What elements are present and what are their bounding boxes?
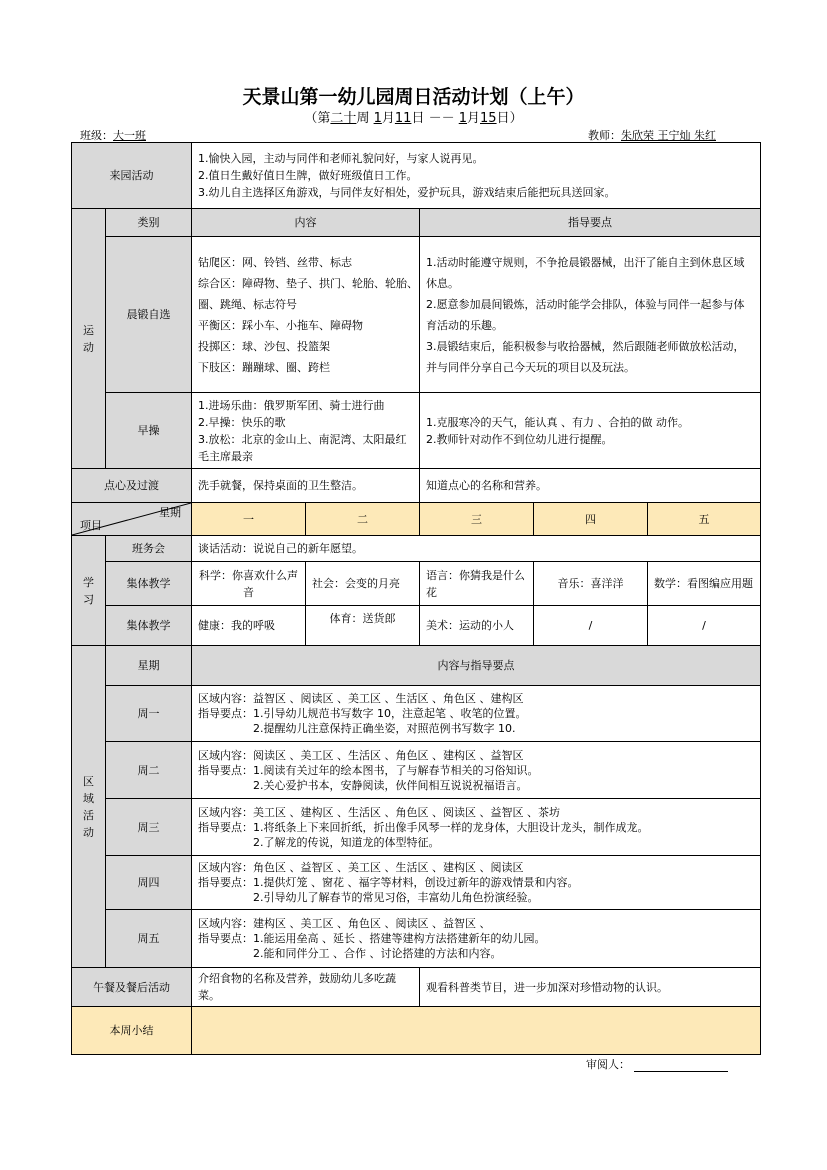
sport-label <box>72 209 106 469</box>
area-day-content <box>192 686 761 742</box>
area-label-text: 区域活动 <box>83 774 94 839</box>
exercise-guide-line: 1.克服寒冷的天气，能认真 、有力 、合拍的做 动作。 <box>426 415 689 429</box>
reviewer-label: 审阅人： <box>586 1058 630 1071</box>
group1-fri: 数学：看图编应用题 <box>648 562 761 606</box>
exercise-label: 早操 <box>106 393 192 469</box>
area-day-row <box>72 742 761 799</box>
teacher-info <box>588 127 716 143</box>
area-line: 2.了解龙的传说，知道龙的体型特征。 <box>198 835 440 849</box>
arrival-content <box>192 143 761 209</box>
sport-col-type: 类别 <box>106 209 192 237</box>
area-day-content <box>192 910 761 968</box>
lunch-label: 午餐及餐后活动 <box>72 968 192 1007</box>
class-meeting-content: 谈话活动：说说自己的新年愿望。 <box>192 536 761 562</box>
area-line: 指导要点：1.能运用垒高 、延长 、搭建等建构方法搭建新年的幼儿园。 <box>198 932 546 945</box>
group2-fri: / <box>648 606 761 646</box>
morning-content-line: 下肢区：蹦蹦球、圈、跨栏 <box>198 360 330 374</box>
weekday-thu: 四 <box>534 503 648 536</box>
summary-content[interactable] <box>192 1007 761 1055</box>
morning-guide-line: 1.活动时能遵守规则，不争抢晨锻器械，出汗了能自主到休息区域休息。 <box>426 255 745 290</box>
reviewer-signature <box>586 1056 728 1072</box>
group1-wed: 语言：你猜我是什么花 <box>420 562 534 606</box>
morning-guide <box>420 237 761 393</box>
start-day: 11 <box>394 111 412 126</box>
group2-mon: 健康：我的呼吸 <box>192 606 306 646</box>
corner-week-label: 星期 <box>159 506 181 519</box>
area-line: 2.关心爱护书本，安静阅读，伙伴间相互说说祝福语言。 <box>198 778 528 792</box>
snack-content: 洗手就餐，保持桌面的卫生整洁。 <box>192 469 420 503</box>
morning-label: 晨锻自选 <box>106 237 192 393</box>
group1-label: 集体教学 <box>106 562 192 606</box>
exercise-row <box>72 393 761 469</box>
area-line: 区域内容：阅读区 、美工区 、生活区 、角色区 、建构区 、益智区 <box>198 748 524 762</box>
group-teaching-row-2 <box>72 606 761 646</box>
class-info <box>80 127 185 143</box>
morning-content-line: 平衡区：踩小车、小拖车、障碍物 <box>198 318 363 332</box>
snack-label: 点心及过渡 <box>72 469 192 503</box>
area-day-label: 周五 <box>106 910 192 968</box>
lunch-guide: 观看科普类节目，进一步加深对珍惜动物的认识。 <box>420 968 761 1007</box>
area-day-row <box>72 910 761 968</box>
lunch-row <box>72 968 761 1007</box>
area-col-week: 星期 <box>106 646 192 686</box>
weekday-fri: 五 <box>648 503 761 536</box>
group2-thu: / <box>534 606 648 646</box>
teacher-label: 教师： <box>588 129 621 142</box>
arrival-line: 2.值日生戴好值日生牌，做好班级值日工作。 <box>198 169 418 182</box>
group2-wed: 美术：运动的小人 <box>420 606 534 646</box>
weekday-wed: 三 <box>420 503 534 536</box>
sport-col-content: 内容 <box>192 209 420 237</box>
start-month-label: 月 <box>381 111 395 126</box>
weekday-mon: 一 <box>192 503 306 536</box>
weekday-header-row <box>72 503 761 536</box>
summary-label: 本周小结 <box>72 1007 192 1055</box>
area-day-row <box>72 799 761 856</box>
lunch-content: 介绍食物的名称及营养，鼓励幼儿多吃蔬菜。 <box>192 968 420 1007</box>
area-day-label: 周四 <box>106 856 192 910</box>
morning-content-line: 综合区：障碍物、垫子、拱门、轮胎、轮胎、 <box>198 276 418 290</box>
morning-guide-line: 3.晨锻结束后，能积极参与收拾器械，然后跟随老师做放松活动，并与同伴分享自己今天玩的项目以及玩法。 <box>426 339 745 374</box>
area-line: 指导要点：1.提供灯笼 、窗花 、福字等材料，创设过新年的游戏情景和内容。 <box>198 876 579 889</box>
end-month-label: 月 <box>467 111 481 126</box>
exercise-content-line: 3.放松：北京的金山上、南泥湾、太阳最红毛主席最亲 <box>198 432 407 463</box>
exercise-content <box>192 393 420 469</box>
morning-row <box>72 237 761 393</box>
reviewer-blank[interactable] <box>634 1060 728 1072</box>
area-day-label: 周一 <box>106 686 192 742</box>
area-day-label: 周三 <box>106 799 192 856</box>
area-day-content <box>192 742 761 799</box>
sport-label-text: 运动 <box>83 323 94 354</box>
sub-open: （第 <box>304 111 331 126</box>
area-line: 区域内容：益智区 、阅读区 、美工区 、生活区 、角色区 、建构区 <box>198 692 524 705</box>
summary-row <box>72 1007 761 1055</box>
area-day-content <box>192 856 761 910</box>
area-line: 区域内容：美工区 、建构区 、生活区 、角色区 、阅读区 、益智区 、茶坊 <box>198 805 560 819</box>
area-line: 区域内容：建构区 、美工区 、角色区 、阅读区 、益智区 、 <box>198 917 491 930</box>
area-day-row <box>72 856 761 910</box>
study-label-text: 学习 <box>83 575 94 606</box>
end-month: 1 <box>458 111 467 126</box>
morning-content-line: 钻爬区：网、铃铛、丝带、标志 <box>198 255 352 269</box>
area-day-row <box>72 686 761 742</box>
class-label: 班级： <box>80 129 113 142</box>
exercise-guide <box>420 393 761 469</box>
area-line: 指导要点：1.将纸条上下来回折纸，折出像手风琴一样的龙身体，大胆设计龙头，制作成龙。 <box>198 820 649 834</box>
morning-content <box>192 237 420 393</box>
area-line: 指导要点：1.阅读有关过年的绘本图书，了与解春节相关的习俗知识。 <box>198 763 539 777</box>
start-month: 1 <box>373 111 382 126</box>
end-day: 15 <box>480 111 497 126</box>
morning-content-line: 圈、跳绳、标志符号 <box>198 297 297 311</box>
morning-content-line: 投掷区：球、沙包、投篮架 <box>198 339 330 353</box>
class-meeting-label: 班务会 <box>106 536 192 562</box>
exercise-content-line: 2.早操：快乐的歌 <box>198 415 286 429</box>
morning-guide-line: 2.愿意参加晨间锻炼，活动时能学会排队，体验与同伴一起参与体育活动的乐趣。 <box>426 297 745 332</box>
area-line: 2.提醒幼儿注意保持正确坐姿，对照范例书写数字 10. <box>198 722 516 735</box>
sport-header-row <box>72 209 761 237</box>
group1-thu: 音乐：喜洋洋 <box>534 562 648 606</box>
arrival-line: 1.愉快入园，主动与同伴和老师礼貌问好，与家人说再见。 <box>198 152 484 165</box>
teacher-value: 朱欣荣 王宁灿 朱红 <box>621 129 716 142</box>
area-day-label: 周二 <box>106 742 192 799</box>
area-label <box>72 646 106 968</box>
start-day-label: 日 －－ <box>411 111 455 126</box>
week-number: 二十 <box>330 111 357 126</box>
area-header-row <box>72 646 761 686</box>
exercise-guide-line: 2.教师针对动作不到位幼儿进行提醒。 <box>426 432 613 446</box>
activity-plan-table <box>71 142 761 1055</box>
area-line: 指导要点：1.引导幼儿规范书写数字 10，注意起笔 、收笔的位置。 <box>198 707 527 720</box>
area-line: 区域内容：角色区 、益智区 、美工区 、生活区 、建构区 、阅读区 <box>198 861 524 874</box>
snack-row <box>72 469 761 503</box>
group1-mon: 科学：你喜欢什么声音 <box>192 562 306 606</box>
arrival-line: 3.幼儿自主选择区角游戏，与同伴友好相处，爱护玩具，游戏结束后能把玩具送回家。 <box>198 186 616 199</box>
week-item-corner <box>72 503 192 536</box>
group2-tue: 体育：送货郎 <box>306 606 420 646</box>
sport-col-guide: 指导要点 <box>420 209 761 237</box>
arrival-label: 来园活动 <box>72 143 192 209</box>
group2-label: 集体教学 <box>106 606 192 646</box>
group1-tue: 社会：会变的月亮 <box>306 562 420 606</box>
area-day-content <box>192 799 761 856</box>
exercise-content-line: 1.进场乐曲：俄罗斯军团、骑士进行曲 <box>198 398 385 412</box>
area-line: 2.引导幼儿了解春节的常见习俗，丰富幼儿角色扮演经验。 <box>198 891 539 904</box>
snack-guide: 知道点心的名称和营养。 <box>420 469 761 503</box>
arrival-row <box>72 143 761 209</box>
corner-item-label: 项目 <box>80 519 102 532</box>
group-teaching-row-1 <box>72 562 761 606</box>
week-label: 周 <box>356 111 370 126</box>
class-value: 大一班 <box>113 129 146 142</box>
area-line: 2.能和同伴分工 、合作 、讨论搭建的方法和内容。 <box>198 947 502 960</box>
class-meeting-row <box>72 536 761 562</box>
weekday-tue: 二 <box>306 503 420 536</box>
area-col-content: 内容与指导要点 <box>192 646 761 686</box>
study-label <box>72 536 106 646</box>
date-range <box>0 107 827 126</box>
page-title: 天景山第一幼儿园周日活动计划（上午） <box>242 86 585 108</box>
sub-close: 日） <box>496 111 523 126</box>
